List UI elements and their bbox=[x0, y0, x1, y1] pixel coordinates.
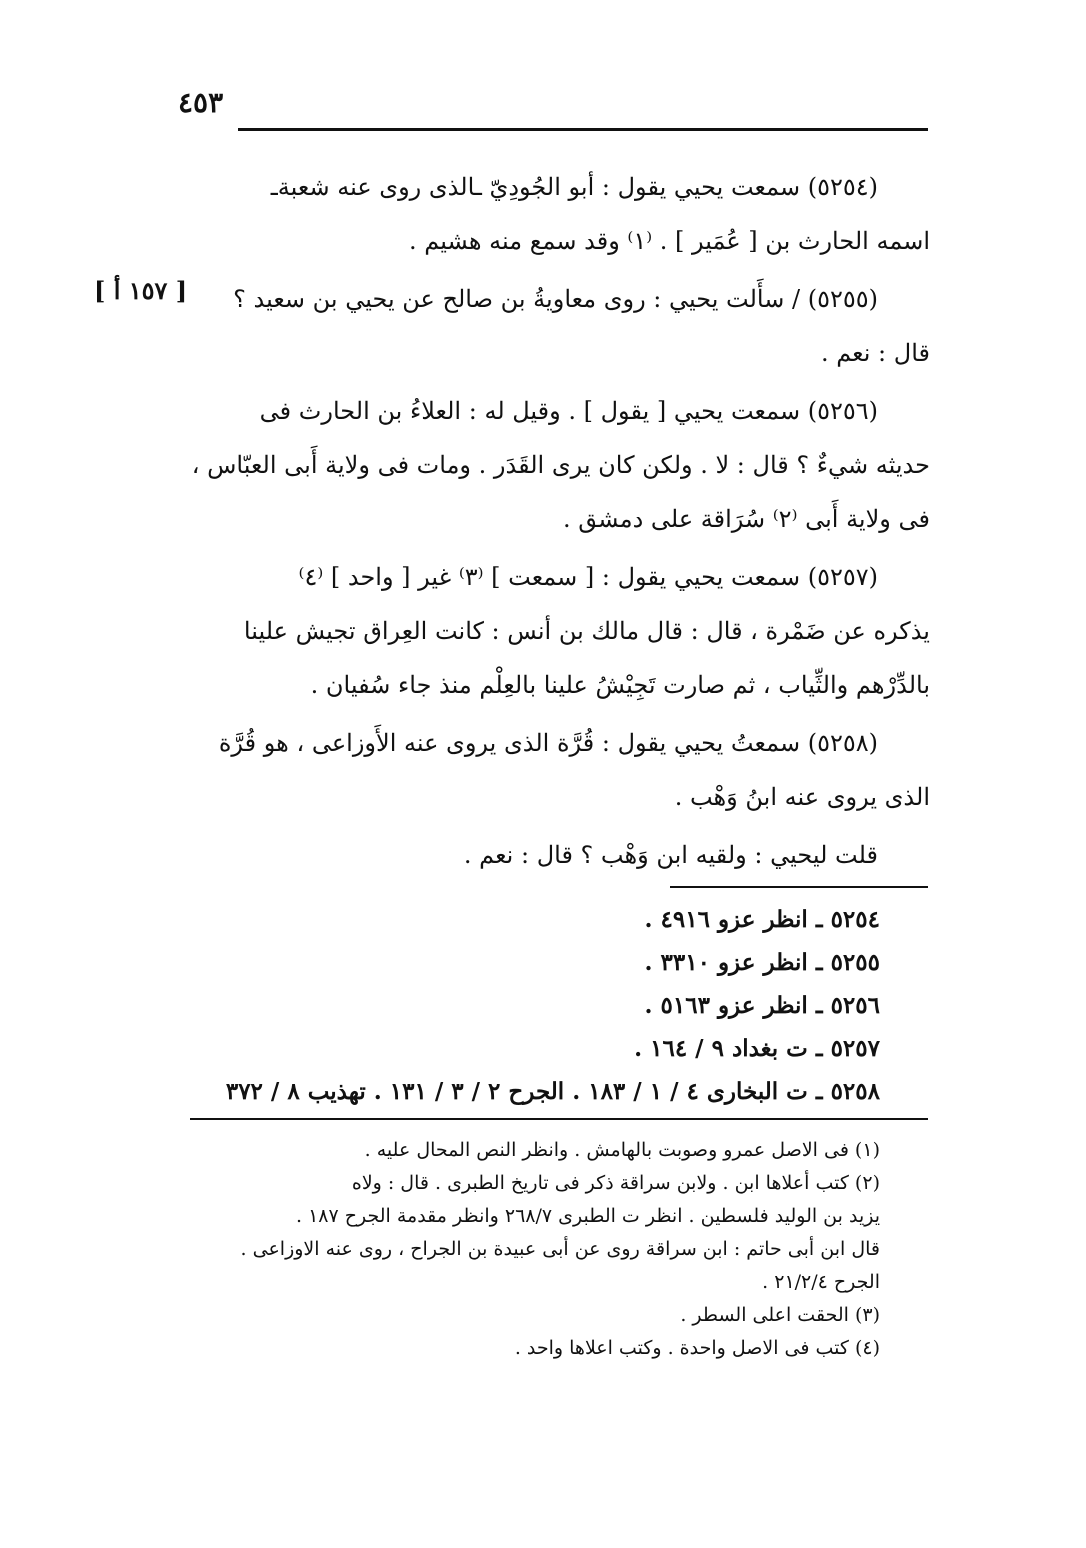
reference-item: ٥٢٥٥ ـ انظر عزو ٣٣١٠ . bbox=[644, 949, 880, 976]
footnote-line: قال ابن أبى حاتم : ابن سراقة روى عن أبى عبيدة بن الجراح ، روى عنه الاوزاعى . bbox=[240, 1238, 880, 1260]
main-text bbox=[190, 160, 930, 886]
footnote-line: (٢) كتب أعلاها ابن . ولابن سراقة ذكر فى تاريخ الطبرى . قال : ولاه bbox=[351, 1172, 880, 1194]
references-rule bbox=[670, 886, 928, 888]
entry-5257 bbox=[190, 550, 930, 712]
text-line: (٥٢٥٧) سمعت يحيي يقول : [ سمعت ] ⁽٣⁾ غير [ واحد ] ⁽٤⁾ bbox=[298, 563, 878, 591]
reference-item: ٥٢٥٤ ـ انظر عزو ٤٩١٦ . bbox=[644, 906, 880, 933]
page-number: ٤٥٣ bbox=[178, 86, 224, 119]
reference-item: ٥٢٥٨ ـ ت البخارى ٤ / ١ / ١٨٣ . الجرح ٢ / ٣ / ١٣١ . تهذيب ٨ / ٣٧٢ bbox=[225, 1078, 880, 1105]
footnotes bbox=[190, 1134, 880, 1365]
entry-5258-question bbox=[190, 828, 930, 882]
text-line: حديثه شيءٌ ؟ قال : لا . ولكن كان يرى القَدَر . ومات فى ولاية أَبى العبّاس ، bbox=[191, 451, 930, 479]
footnotes-rule bbox=[190, 1118, 928, 1120]
entry-5255 bbox=[190, 272, 930, 380]
folio-marker: [ ١٥٧ أ ] bbox=[94, 276, 188, 305]
footnote-line: الجرح ٢١/٢/٤ . bbox=[762, 1271, 880, 1293]
text-line: الذى يروى عنه ابنُ وَهْب . bbox=[674, 783, 930, 811]
text-line: (٥٢٥٥) / سأَلت يحيي : روى معاويةُ بن صالح عن يحيي بن سعيد ؟ bbox=[233, 285, 878, 313]
entry-5256 bbox=[190, 384, 930, 546]
footnote-4 bbox=[190, 1332, 880, 1365]
text-line: (٥٢٥٨) سمعتُ يحيي يقول : قُرَّة الذى يروى عنه الأَوزاعى ، هو قُرَّة bbox=[218, 729, 878, 757]
text-line: يذكره عن ضَمْرة ، قال : قال مالك بن أنس : كانت العِراق تجيش علينا bbox=[243, 617, 930, 645]
text-line: (٥٢٥٤) سمعت يحيي يقول : أبو الجُودِيّ ـالذى روى عنه شعبةـ bbox=[270, 173, 878, 201]
reference-item: ٥٢٥٦ ـ انظر عزو ٥١٦٣ . bbox=[644, 992, 880, 1019]
header-rule bbox=[238, 128, 928, 131]
entry-5258 bbox=[190, 716, 930, 824]
entry-5254 bbox=[190, 160, 930, 268]
text-line: قال : نعم . bbox=[820, 339, 930, 367]
footnote-1 bbox=[190, 1134, 880, 1167]
footnote-line: (١) فى الاصل عمرو وصوبت بالهامش . وانظر النص المحال عليه . bbox=[364, 1139, 880, 1161]
footnote-line: يزيد بن الوليد فلسطين . انظر ت الطبرى ٢٦٨/٧ وانظر مقدمة الجرح ١٨٧ . bbox=[295, 1205, 880, 1227]
text-line: قلت ليحيي : ولقيه ابن وَهْب ؟ قال : نعم . bbox=[463, 841, 878, 869]
references-list bbox=[190, 898, 880, 1113]
reference-item: ٥٢٥٧ ـ ت بغداد ٩ / ١٦٤ . bbox=[634, 1035, 880, 1062]
footnote-3 bbox=[190, 1299, 880, 1332]
text-line: فى ولاية أَبى ⁽٢⁾ سُرَاقة على دمشق . bbox=[563, 505, 930, 533]
footnote-2 bbox=[190, 1167, 880, 1299]
footnote-line: (٣) الحقت اعلى السطر . bbox=[680, 1304, 880, 1326]
footnote-line: (٤) كتب فى الاصل واحدة . وكتب اعلاها واحد . bbox=[514, 1337, 880, 1359]
text-line: اسمه الحارث بن [ عُمَير ] . ⁽١⁾ وقد سمع منه هشيم . bbox=[408, 227, 930, 255]
text-line: (٥٢٥٦) سمعت يحيي [ يقول ] . وقيل له : العلاءُ بن الحارث فى bbox=[259, 397, 878, 425]
text-line: بالدِّرْهم والثِّياب ، ثم صارت تَجِيْشُ علينا بالعِلْم منذ جاء سُفيان . bbox=[310, 671, 930, 699]
